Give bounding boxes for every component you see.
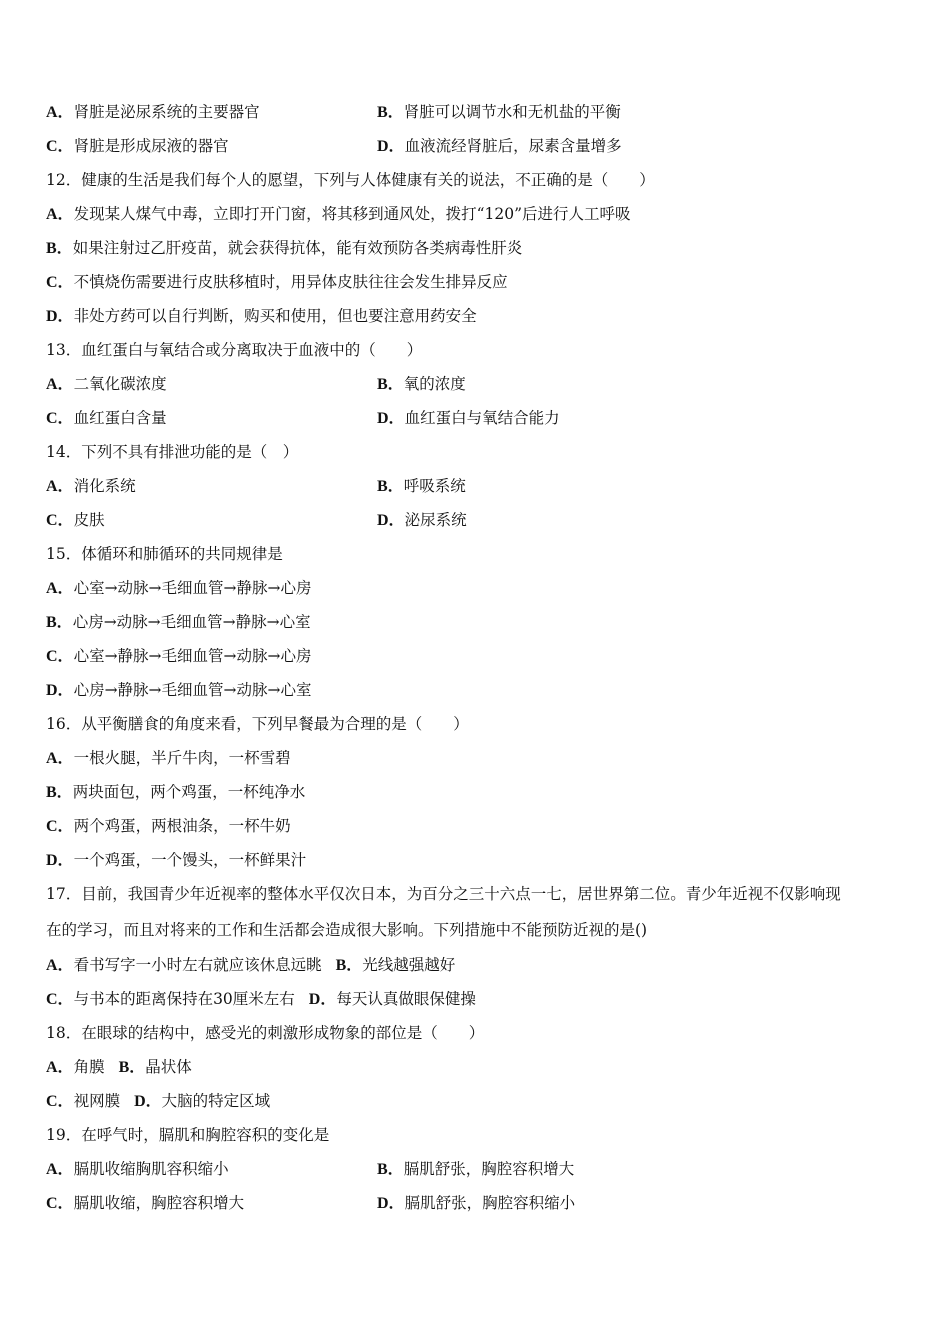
q13-option-d: D．血红蛋白与氧结合能力 [377, 409, 560, 427]
q16-option-b: B．两块面包，两个鸡蛋，一杯纯净水 [46, 783, 306, 801]
q15-option-d: D．心房→静脉→毛细血管→动脉→心室 [46, 681, 312, 699]
q15-option-c: C．心室→静脉→毛细血管→动脉→心房 [46, 647, 312, 665]
q13-stem: 13．血红蛋白与氧结合或分离取决于血液中的（ ） [46, 341, 423, 359]
q13-option-b: B．氧的浓度 [377, 375, 466, 393]
q12-option-a: A．发现某人煤气中毒，立即打开门窗，将其移到通风处，拨打“120”后进行人工呼吸 [46, 205, 631, 223]
q16-stem: 16．从平衡膳食的角度来看，下列早餐最为合理的是（ ） [46, 715, 469, 733]
q19-option-d: D．膈肌舒张，胸腔容积缩小 [377, 1194, 576, 1212]
q12-option-c: C．不慎烧伤需要进行皮肤移植时，用异体皮肤往往会发生排异反应 [46, 273, 508, 291]
q15-option-a: A．心室→动脉→毛细血管→静脉→心房 [46, 579, 312, 597]
q12-option-b: B．如果注射过乙肝疫苗，就会获得抗体，能有效预防各类病毒性肝炎 [46, 239, 523, 257]
q12-stem: 12．健康的生活是我们每个人的愿望，下列与人体健康有关的说法，不正确的是（ ） [46, 171, 655, 189]
q16-option-d: D．一个鸡蛋，一个馒头，一杯鲜果汁 [46, 851, 307, 869]
q14-option-c: C．皮肤 [46, 511, 105, 529]
q11-option-a: A．肾脏是泌尿系统的主要器官 [46, 103, 260, 121]
q17-stem-line1: 17．目前，我国青少年近视率的整体水平仅次日本，为百分之三十六点一七，居世界第二位。青少年近视不仅影响现 [46, 885, 841, 903]
q19-option-c: C．膈肌收缩，胸腔容积增大 [46, 1194, 245, 1212]
q19-option-b: B．膈肌舒张，胸腔容积增大 [377, 1160, 575, 1178]
q17-options-row1: A．看书写字一小时左右就应该休息远眺 B．光线越强越好 [46, 956, 456, 974]
q12-option-d: D．非处方药可以自行判断，购买和使用，但也要注意用药安全 [46, 307, 477, 325]
q11-option-b: B．肾脏可以调节水和无机盐的平衡 [377, 103, 621, 121]
q14-stem: 14．下列不具有排泄功能的是（ ） [46, 443, 299, 461]
q17-options-row2: C．与书本的距离保持在30厘米左右 D．每天认真做眼保健操 [46, 990, 476, 1008]
q15-option-b: B．心房→动脉→毛细血管→静脉→心室 [46, 613, 311, 631]
q11-option-c: C．肾脏是形成尿液的器官 [46, 137, 229, 155]
q19-option-a: A．膈肌收缩胸肌容积缩小 [46, 1160, 229, 1178]
q16-option-c: C．两个鸡蛋，两根油条，一杯牛奶 [46, 817, 291, 835]
q13-option-a: A．二氧化碳浓度 [46, 375, 167, 393]
q13-option-c: C．血红蛋白含量 [46, 409, 167, 427]
q18-stem: 18．在眼球的结构中，感受光的刺激形成物象的部位是（ ） [46, 1024, 485, 1042]
q14-option-d: D．泌尿系统 [377, 511, 467, 529]
q14-option-b: B．呼吸系统 [377, 477, 466, 495]
q15-stem: 15．体循环和肺循环的共同规律是 [46, 545, 283, 563]
q18-options-row1: A．角膜 B．晶状体 [46, 1058, 192, 1076]
q16-option-a: A．一根火腿，半斤牛肉，一杯雪碧 [46, 749, 291, 767]
q19-stem: 19．在呼气时，膈肌和胸腔容积的变化是 [46, 1126, 330, 1144]
q17-stem-line2: 在的学习，而且对将来的工作和生活都会造成很大影响。下列措施中不能预防近视的是() [46, 921, 648, 939]
q11-option-d: D．血液流经肾脏后，尿素含量增多 [377, 137, 622, 155]
q14-option-a: A．消化系统 [46, 477, 136, 495]
q18-options-row2: C．视网膜 D．大脑的特定区域 [46, 1092, 271, 1110]
